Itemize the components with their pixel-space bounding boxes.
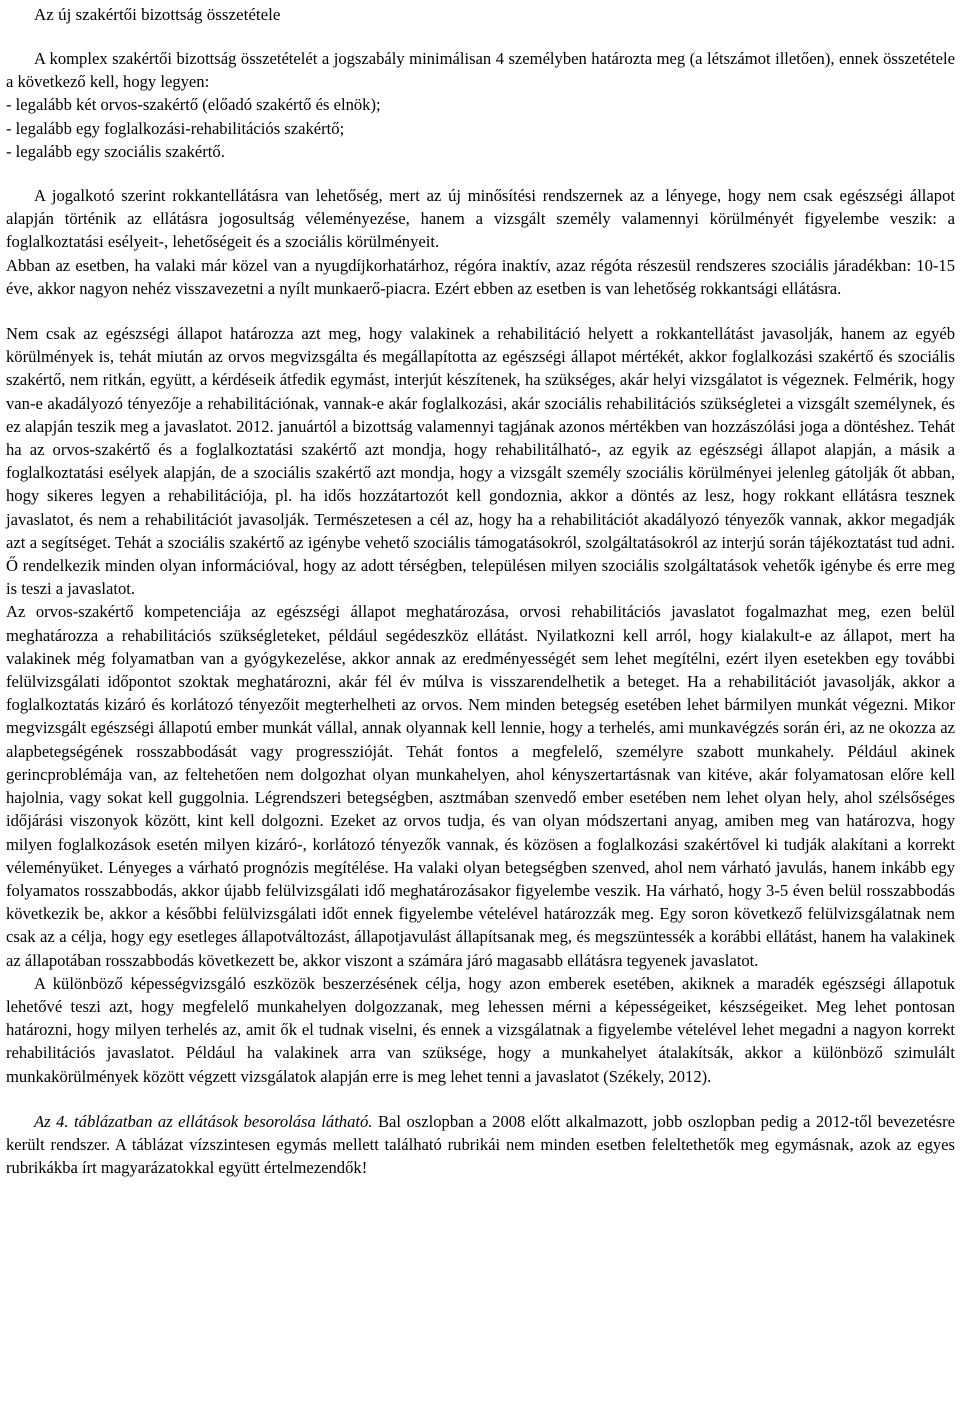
paragraph-medical-expert: Az orvos-szakértő kompetenciája az egészségi állapot meghatározása, orvosi rehabilitációs javaslatot fogalmazhat meg, ezen belül meghatározza a rehabilitációs szükségleteket, például segédeszköz ellátást. Nyilatkozni kell arról, hogy kialakult-e az állapot, mert ha valakinek még folyamatban van a gyógykezelése, akkor annak az eredményességét sem lehet megítélni, ezért ilyen esetekben egy további felülvizsgálati időpontot szoktak meghatározni, akár fél év múlva is visszarendelhetik a beteget. Ha a rehabilitációt javasolják, akkor a foglalkoztatás kizáró és korlátozó tényezőit megterhelheti az orvos. Nem minden betegség esetében lehet bármilyen munkát végezni. Mikor megvizsgált egészségi állapotú ember munkát vállal, annak olyannak kell lennie, hogy a terhelés, ami munkavégzés során éri, az ne okozza az alapbetegségének rosszabbodását vagy progresszióját. Tehát fontos a megfelelő, személyre szabott munkahely. Például akinek gerincproblémája van, az feltehetően nem dolgozhat olyan munkahelyen, ahol kényszertartásnak van kitéve, akár folyamatosan előre kell hajolnia, vagy sokat kell guggolnia. Légrendszeri betegségben, asztmában szenvedő ember esetében nem lehet olyan hely, ahol szélsőséges időjárási viszonyok között, kint kell dolgozni. Ezeket az orvos tudja, és van olyan módszertani anyag, amiben meg van határozva, hogy milyen foglalkozások esetén milyen kizáró-, korlátozó tényezők vannak, és közösen a foglalkozási szakértővel ki tudják alakítani a korrekt véleményüket. Lényeges a várható prognózis megítélése. Ha valaki olyan betegségben szenved, ahol nem várható javulás, hanem inkább egy folyamatos rosszabbodás, akkor újabb felülvizsgálati idő meghatározásakor figyelembe veszik. Ha várható, hogy 3-5 éven belül rosszabbodás következik be, akkor a későbbi felülvizsgálati időt ennek figyelembe vételével határozzák meg. Egy soron következő felülvizsgálatnak nem csak az a célja, hogy egy esetleges állapotváltozást, állapotjavulást állapítsanak meg, és megszüntessék a korábbi ellátást, hanem ha valakinek az állapotában rosszabbodás következett be, akkor viszont a számára járó magasabb ellátásra tegyenek javaslatot.	[6, 602, 955, 970]
intro-lead: A komplex szakértői bizottság összetételét a jogszabály minimálisan 4 személyben határozta meg (a létszámot illetően), ennek összetétele a következő kell, hogy legyen:	[6, 49, 955, 92]
list-item: - legalább egy szociális szakértő.	[6, 141, 225, 161]
document-page	[6, 0, 955, 1179]
paragraph-pension-age: Abban az esetben, ha valaki már közel van a nyugdíjkorhatárhoz, régóra inaktív, azaz régóta részesül rendszeres szociális járadékban: 10-15 éve, akkor nagyon nehéz visszavezetni a nyílt munkaerő-piacra. Ezért ebben az esetben is van lehetőség rokkantsági ellátásra.	[6, 255, 955, 298]
table-reference-italic: Az 4. táblázatban az ellátások besorolása látható.	[34, 1111, 373, 1131]
list-item: - legalább egy foglalkozási-rehabilitációs szakértő;	[6, 118, 345, 138]
paragraph-legislator: A jogalkotó szerint rokkantellátásra van lehetőség, mert az új minősítési rendszernek az a lényege, hogy nem csak egészségi állapot alapján történik az ellátásra jogosultság véleményezése, hanem a vizsgált személy valamennyi körülményét figyelembe veszik: a foglalkoztatási esélyeit-, lehetőségeit és a szociális körülményeit.	[6, 186, 955, 252]
section-title: Az új szakértői bizottság összetétele	[34, 5, 281, 24]
table-reference-text: Bal oszlopban a 2008 előtt alkalmazott, jobb oszlopban pedig a 2012-től bevezetésre került rendszer. A táblázat vízszintesen egymás mellett található rubrikái nem minden esetben feleltethetők meg egymásnak, azok az egyes rubrikákba írt magyarázatokkal együtt értelmezendők!	[6, 1111, 955, 1178]
paragraph-table-reference	[6, 1110, 955, 1180]
list-item: - legalább két orvos-szakértő (előadó szakértő és elnök);	[6, 95, 381, 115]
paragraph-ability-tests: A különböző képességvizsgáló eszközök beszerzésének célja, hogy azon emberek esetében, akiknek a maradék egészségi állapotuk lehetővé teszi azt, hogy megfelelő munkahelyen dolgozzanak, meg lehessen mérni a képességeiket, készségeiket. Meg lehet pontosan határozni, hogy milyen terhelés az, amit ők el tudnak viselni, és ennek a vizsgálatnak a figyelembe vételével lehet megadni a nagyon korrekt rehabilitációs javaslatot. Például ha valakinek arra van szüksége, hogy a munkahelyet átalakítsák, akkor a különböző szimulált munkakörülmények között végzett vizsgálatok alapján erre is meg lehet tenni a javaslatot (Székely, 2012).	[6, 973, 955, 1086]
intro-paragraph	[6, 47, 955, 163]
paragraph-circumstances: Nem csak az egészségi állapot határozza azt meg, hogy valakinek a rehabilitáció helyett a rokkantellátást javasolják, hanem az egyéb körülmények is, tehát miután az orvos megvizsgálta és megállapította az egészségi állapot mértékét, akkor foglalkozási szakértő és szociális szakértő, nem ritkán, együtt, a kérdéseik átfedik egymást, interjút készítenek, ha szükséges, akár helyi vizsgálatot is végeznek. Felmérik, hogy van-e akadályozó tényezője a rehabilitációnak, vannak-e akár foglalkozási, akár szociális rehabilitációs szükségletei a vizsgált személynek, és ez alapján teszik meg a javaslatot. 2012. januártól a bizottság valamennyi tagjának azonos mértékben van hozzászólási joga a döntéshez. Tehát ha az orvos-szakértő és a foglalkoztatási szakértő azt mondja, hogy rehabilitálható-, az egyik az egészségi állapot alapján, a másik a foglalkoztatási esélyek alapján, de a szociális szakértő azt mondja, hogy a vizsgált személy szociális körülményei jelenleg gátolják őt abban, hogy sikeres legyen a rehabilitációja, pl. ha idős hozzátartozót kell gondoznia, akkor a döntés az lesz, hogy rokkant ellátásra tesznek javaslatot, és nem a rehabilitációt javasolják. Természetesen a cél az, hogy ha a rehabilitációt akadályozó tényezők vannak, akkor megadják azt a segítséget. Tehát a szociális szakértő az igénybe vehető szociális támogatásokról, szolgáltatásokról az interjú során tájékoztatást tud adni. Ő rendelkezik minden olyan információval, hogy az adott térségben, településen milyen szociális szolgáltatások vehetők igénybe és erre meg is teszi a javaslatot.	[6, 324, 955, 599]
